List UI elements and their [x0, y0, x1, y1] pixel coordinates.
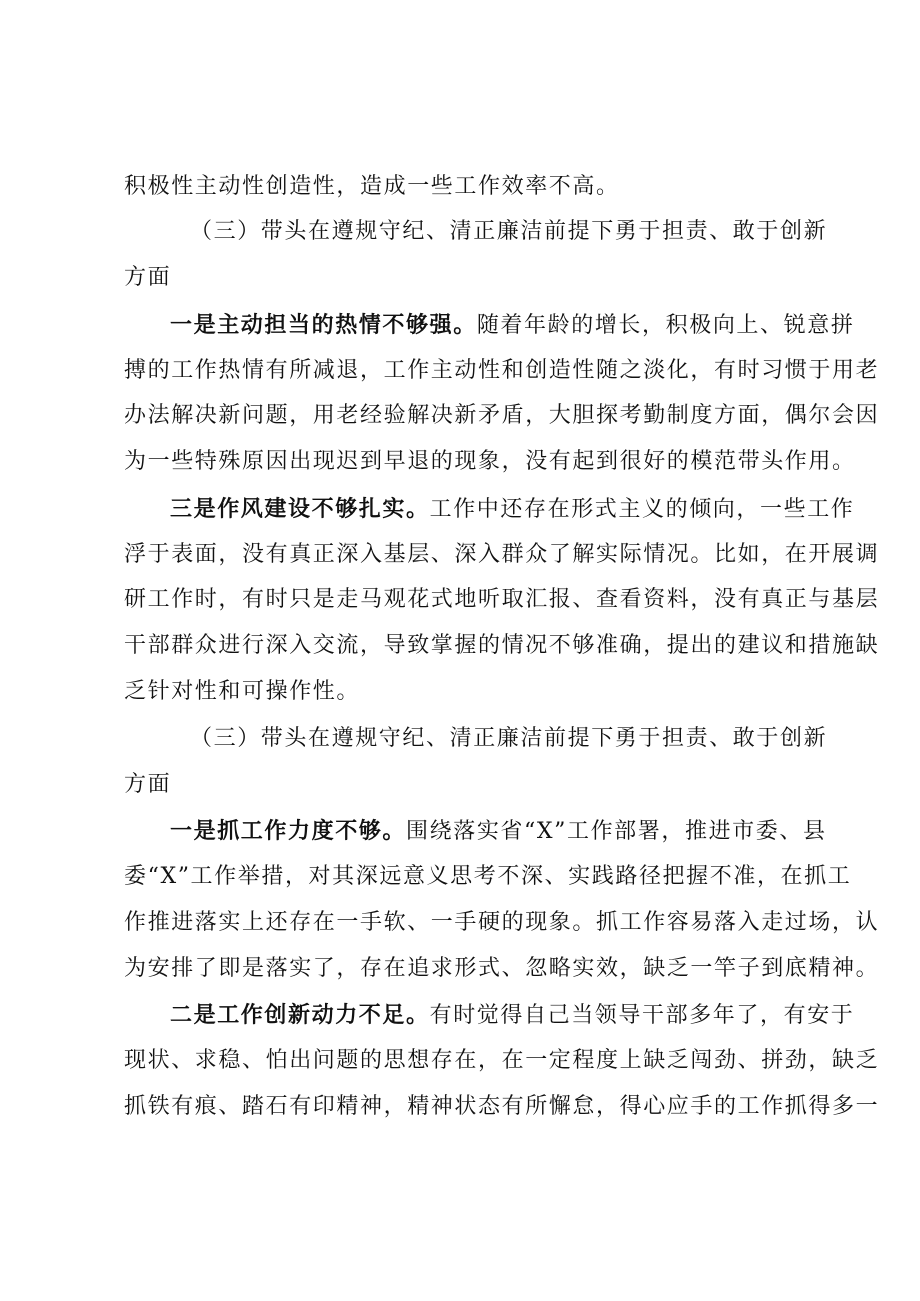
paragraph-line: [124, 954, 880, 984]
section-heading-continuation: [124, 770, 814, 800]
line-text: 抓铁有痕、踏石有印精神，精神状态有所懈怠，得心应手的工作抓得多一: [124, 1094, 880, 1119]
line-text: 为安排了即是落实了，存在追求形式、忽略实效，缺乏一竿子到底精神。: [124, 956, 880, 981]
line-text: 乏针对性和可操作性。: [124, 679, 361, 704]
paragraph-line: [124, 172, 814, 202]
line-text: 作推进落实上还存在一手软、一手硬的现象。抓工作容易落入走过场，认: [124, 910, 880, 935]
paragraph-lead: 二是工作创新动力不足。: [170, 1002, 430, 1028]
paragraph-line: [124, 585, 880, 615]
line-text: 有时觉得自己当领导干部多年了，有安于: [429, 1003, 855, 1028]
paragraph-lead: 三是作风建设不够扎实。: [170, 496, 430, 522]
line-text: 办法解决新问题，用老经验解决新矛盾，大胆探考勤制度方面，偶尔会因: [124, 403, 880, 428]
paragraph-line: [124, 908, 880, 938]
section-heading: [190, 217, 880, 247]
paragraph-line: [124, 677, 814, 707]
paragraph-lead: 一是抓工作力度不够。: [170, 818, 407, 844]
paragraph-line: [170, 1000, 860, 1031]
line-text: 浮于表面，没有真正深入基层、深入群众了解实际情况。比如，在开展调: [124, 542, 880, 567]
heading-text: 方面: [124, 265, 172, 290]
line-text: 随着年龄的增长，积极向上、锐意拼: [476, 313, 855, 338]
line-text: 现状、求稳、怕出问题的思想存在，在一定程度上缺乏闯劲、拼劲，缺乏: [124, 1048, 880, 1073]
paragraph-line: [170, 816, 860, 847]
heading-text: （三）带头在遵规守纪、清正廉洁前提下勇于担责、敢于创新: [190, 219, 828, 244]
line-text: 搏的工作热情有所减退，工作主动性和创造性随之淡化，有时习惯于用老: [124, 358, 880, 383]
paragraph-lead: 一是主动担当的热情不够强。: [170, 312, 477, 338]
paragraph-line: [124, 1046, 880, 1076]
heading-text: 方面: [124, 772, 172, 797]
line-text: 积极性主动性创造性，造成一些工作效率不高。: [124, 174, 620, 199]
paragraph-line: [170, 494, 860, 525]
paragraph-line: [124, 401, 880, 431]
line-text: 干部群众进行深入交流，导致掌握的情况不够准确，提出的建议和措施缺: [124, 633, 880, 658]
section-heading-continuation: [124, 263, 814, 293]
paragraph-line: [124, 356, 880, 386]
line-text: 委“X”工作举措，对其深远意义思考不深、实践路径把握不准，在抓工: [124, 864, 852, 889]
paragraph-line: [124, 540, 880, 570]
paragraph-line: [124, 862, 852, 892]
line-text: 为一些特殊原因出现迟到早退的现象，没有起到很好的模范带头作用。: [124, 449, 856, 474]
section-heading: [190, 724, 880, 754]
line-text: 围绕落实省“X”工作部署，推进市委、县: [406, 819, 827, 844]
paragraph-line: [170, 310, 860, 341]
paragraph-line: [124, 1092, 880, 1122]
heading-text: （三）带头在遵规守纪、清正廉洁前提下勇于担责、敢于创新: [190, 726, 828, 751]
paragraph-line: [124, 631, 880, 661]
line-text: 研工作时，有时只是走马观花式地听取汇报、查看资料，没有真正与基层: [124, 587, 880, 612]
paragraph-line: [124, 447, 856, 477]
line-text: 工作中还存在形式主义的倾向，一些工作: [429, 497, 855, 522]
